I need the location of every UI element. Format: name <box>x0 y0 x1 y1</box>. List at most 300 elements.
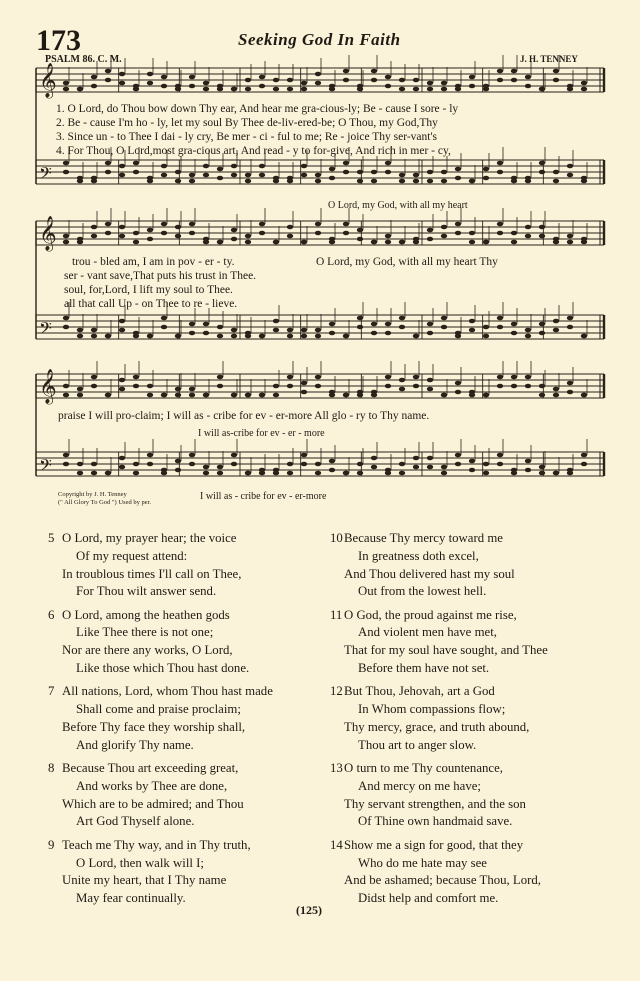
note-head <box>105 222 111 227</box>
note-head <box>385 471 391 476</box>
note-head <box>441 225 447 230</box>
note-head <box>511 231 517 236</box>
note-head <box>455 87 461 92</box>
stanza-line <box>330 607 548 625</box>
note-head <box>385 331 391 336</box>
stanza-text: Thou art to anger slow. <box>358 737 477 752</box>
note-head <box>63 453 69 458</box>
note-head <box>427 170 433 175</box>
note-head <box>63 81 69 86</box>
note-head <box>175 393 181 398</box>
note-head <box>497 384 503 389</box>
note-head <box>273 471 279 476</box>
note-head <box>91 179 97 184</box>
stanza-line <box>48 566 273 584</box>
note-head <box>147 334 153 339</box>
note-head <box>385 240 391 245</box>
verse-4-line: 4. For Thou, O Lord,most gra-cious art, And read - y to for-give, And rich in mer - cy, <box>56 145 451 157</box>
note-head <box>287 471 293 476</box>
note-head <box>539 471 545 476</box>
note-head <box>119 456 125 461</box>
stanza-7 <box>48 683 273 754</box>
stanza-text: Who do me hate may see <box>358 855 487 870</box>
note-head <box>133 240 139 245</box>
stanza-text: And works by Thee are done, <box>76 778 228 793</box>
note-head <box>413 240 419 245</box>
stanza-line <box>48 683 273 701</box>
note-head <box>567 325 573 330</box>
treble-clef-icon: 𝄞 <box>39 216 57 251</box>
note-head <box>301 328 307 333</box>
stanza-line <box>330 855 548 873</box>
stanza-line <box>330 701 548 719</box>
note-head <box>567 381 573 386</box>
note-head <box>231 328 237 333</box>
note-head <box>343 393 349 398</box>
note-head <box>399 316 405 321</box>
note-head <box>469 231 475 236</box>
note-head <box>119 234 125 239</box>
stanza-number: 9 <box>48 837 55 852</box>
note-head <box>357 228 363 233</box>
stanza-text: Of my request attend: <box>76 548 188 563</box>
stanza-line <box>48 548 273 566</box>
note-head <box>553 471 559 476</box>
note-head <box>77 393 83 398</box>
note-head <box>133 334 139 339</box>
note-head <box>371 393 377 398</box>
note-head <box>105 334 111 339</box>
stanza-text: Teach me Thy way, and in Thy truth, <box>62 837 251 852</box>
note-head <box>497 462 503 467</box>
stanza-line <box>48 701 273 719</box>
stanza-text: And Thou delivered hast my soul <box>344 566 515 581</box>
stanza-text: Thy mercy, grace, and truth abound, <box>344 719 530 734</box>
stanza-text: And be ashamed; because Thou, Lord, <box>344 873 541 888</box>
note-head <box>581 453 587 458</box>
stanza-line <box>48 855 273 873</box>
note-head <box>119 465 125 470</box>
note-head <box>203 81 209 86</box>
note-head <box>385 161 391 166</box>
note-head <box>427 228 433 233</box>
note-head <box>161 471 167 476</box>
stanza-number: 11 <box>330 607 343 622</box>
note-head <box>287 462 293 467</box>
note-head <box>119 81 125 86</box>
note-head <box>539 234 545 239</box>
note-head <box>301 334 307 339</box>
note-head <box>77 387 83 392</box>
note-head <box>161 231 167 236</box>
note-head <box>497 453 503 458</box>
note-head <box>343 471 349 476</box>
stanza-text: All nations, Lord, whom Thou hast made <box>62 684 273 699</box>
note-head <box>539 161 545 166</box>
stanza-text: May fear continually. <box>76 891 186 906</box>
note-head <box>469 468 475 473</box>
note-head <box>371 456 377 461</box>
stanza-text: Shall come and praise proclaim; <box>76 702 241 717</box>
note-head <box>273 384 279 389</box>
note-head <box>119 164 125 169</box>
note-head <box>441 81 447 86</box>
note-head <box>147 237 153 242</box>
note-head <box>91 384 97 389</box>
note-head <box>147 453 153 458</box>
note-head <box>385 234 391 239</box>
note-head <box>105 69 111 74</box>
note-head <box>455 381 461 386</box>
note-head <box>203 87 209 92</box>
note-head <box>63 170 69 175</box>
note-head <box>287 328 293 333</box>
stanza-text: Before them have not set. <box>358 661 490 676</box>
note-head <box>245 234 251 239</box>
verse-4-line-row2: all that call Up - on Thee to re - lieve. <box>64 298 238 310</box>
note-head <box>189 331 195 336</box>
note-head <box>77 179 83 184</box>
note-head <box>217 471 223 476</box>
note-head <box>189 453 195 458</box>
note-head <box>497 161 503 166</box>
note-head <box>511 384 517 389</box>
copyright-line: (" All Glory To God ") Used by per. <box>58 499 152 506</box>
stanza-line <box>48 624 273 642</box>
note-head <box>77 328 83 333</box>
note-head <box>441 393 447 398</box>
note-head <box>413 173 419 178</box>
note-head <box>259 84 265 89</box>
note-head <box>133 462 139 467</box>
stanza-text: Art God Thyself alone. <box>76 814 195 829</box>
note-head <box>273 328 279 333</box>
note-head <box>203 164 209 169</box>
copyright-line: Copyright by J. H. Tenney <box>58 491 127 498</box>
stanza-text: In greatness doth excel, <box>358 548 479 563</box>
note-head <box>357 393 363 398</box>
note-head <box>455 176 461 181</box>
note-head <box>469 75 475 80</box>
note-head <box>315 328 321 333</box>
note-head <box>525 334 531 339</box>
note-head <box>245 78 251 83</box>
note-head <box>245 334 251 339</box>
note-head <box>413 179 419 184</box>
note-head <box>567 240 573 245</box>
note-head <box>539 393 545 398</box>
note-head <box>385 384 391 389</box>
note-head <box>217 375 223 380</box>
stanzas-right-column <box>330 530 548 913</box>
note-head <box>161 84 167 89</box>
note-head <box>469 84 475 89</box>
note-head <box>483 167 489 172</box>
note-head <box>273 393 279 398</box>
meter-label: PSALM 86. C. M. <box>45 54 122 65</box>
note-head <box>469 179 475 184</box>
note-head <box>189 393 195 398</box>
note-head <box>259 231 265 236</box>
note-head <box>189 222 195 227</box>
note-head <box>63 393 69 398</box>
note-head <box>343 170 349 175</box>
note-head <box>231 87 237 92</box>
stanza-line <box>48 813 273 831</box>
note-head <box>91 328 97 333</box>
note-head <box>147 72 153 77</box>
note-head <box>217 334 223 339</box>
note-head <box>77 87 83 92</box>
note-head <box>343 78 349 83</box>
note-head <box>329 240 335 245</box>
note-head <box>315 471 321 476</box>
verse-1-line: 1. O Lord, do Thou bow down Thy ear, And hear me gra-cious-ly; Be - cause I sore - ly <box>56 103 459 115</box>
note-head <box>63 240 69 245</box>
note-head <box>343 222 349 227</box>
note-head <box>301 173 307 178</box>
bass-clef-icon: 𝄢 <box>39 163 52 187</box>
note-head <box>399 471 405 476</box>
stanza-text: For Thou wilt answer send. <box>76 584 217 599</box>
note-head <box>161 325 167 330</box>
note-head <box>441 234 447 239</box>
note-head <box>371 240 377 245</box>
note-head <box>553 78 559 83</box>
note-head <box>427 81 433 86</box>
note-head <box>413 334 419 339</box>
note-head <box>133 170 139 175</box>
stanza-text: Which are to be admired; and Thou <box>62 796 244 811</box>
note-head <box>511 78 517 83</box>
bass-lyric-row3: I will as - cribe for ev - er-more <box>200 491 327 502</box>
note-head <box>497 316 503 321</box>
note-head <box>175 87 181 92</box>
note-head <box>259 222 265 227</box>
alto-lyric-row2: O Lord, my God, with all my heart <box>328 200 468 211</box>
note-head <box>147 462 153 467</box>
stanza-number: 5 <box>48 531 55 545</box>
treble-clef-icon: 𝄞 <box>39 63 57 98</box>
note-head <box>301 87 307 92</box>
stanza-text: Like those which Thou hast done. <box>76 661 250 676</box>
stanza-line <box>48 530 273 548</box>
note-head <box>567 471 573 476</box>
note-head <box>231 173 237 178</box>
note-head <box>385 170 391 175</box>
note-head <box>525 234 531 239</box>
stanza-5 <box>48 530 273 601</box>
note-head <box>231 334 237 339</box>
note-head <box>203 471 209 476</box>
note-head <box>301 381 307 386</box>
note-head <box>161 75 167 80</box>
stanza-text: In Whom compassions flow; <box>358 702 506 717</box>
note-head <box>455 167 461 172</box>
stanza-number: 7 <box>48 684 55 699</box>
note-head <box>287 78 293 83</box>
stanza-line <box>330 660 548 678</box>
note-head <box>105 78 111 83</box>
note-head <box>385 375 391 380</box>
note-head <box>497 231 503 236</box>
note-head <box>511 375 517 380</box>
stanza-text: Out from the lowest hell. <box>358 584 487 599</box>
note-head <box>231 237 237 242</box>
note-head <box>413 87 419 92</box>
stanza-text: But Thou, Jehovah, art a God <box>344 684 495 699</box>
stanza-line <box>330 719 548 737</box>
note-head <box>77 334 83 339</box>
note-head <box>427 322 433 327</box>
stanza-9 <box>48 837 273 908</box>
note-head <box>525 84 531 89</box>
note-head <box>441 316 447 321</box>
stanza-line <box>48 890 273 908</box>
treble-clef-icon: 𝄞 <box>39 369 57 404</box>
note-head <box>511 240 517 245</box>
stanza-14 <box>330 837 548 908</box>
verse-2-line: 2. Be - cause I'm ho - ly, let my soul By Thee de-liv-ered-be; O Thou, my God,Thy <box>56 117 438 129</box>
note-head <box>287 384 293 389</box>
note-head <box>91 471 97 476</box>
stanza-6 <box>48 607 273 678</box>
stanza-line <box>330 530 548 548</box>
note-head <box>539 225 545 230</box>
note-head <box>455 453 461 458</box>
note-head <box>385 84 391 89</box>
note-head <box>175 179 181 184</box>
stanza-text: Show me a sign for good, that they <box>344 837 524 852</box>
note-head <box>217 384 223 389</box>
note-head <box>217 325 223 330</box>
note-head <box>329 87 335 92</box>
stanza-number: 13 <box>330 761 343 776</box>
stanza-text: Because Thou art exceeding great, <box>62 761 239 776</box>
note-head <box>581 179 587 184</box>
note-head <box>63 87 69 92</box>
note-head <box>189 173 195 178</box>
note-head <box>427 387 433 392</box>
note-head <box>301 453 307 458</box>
note-head <box>119 387 125 392</box>
stanza-text: Nor are there any works, O Lord, <box>62 643 233 658</box>
stanza-line <box>330 583 548 601</box>
stanza-line <box>48 837 273 855</box>
note-head <box>553 179 559 184</box>
stanza-number: 14 <box>330 837 343 852</box>
note-head <box>427 179 433 184</box>
note-head <box>343 334 349 339</box>
stanza-text: And mercy on me have; <box>358 778 481 793</box>
stanza-line <box>330 566 548 584</box>
note-head <box>133 471 139 476</box>
note-head <box>581 87 587 92</box>
note-head <box>77 240 83 245</box>
verse-3-line: 3. Since un - to Thee I dai - ly cry, Be mer - ci - ful to me; Re - joice Thy ser-vant's <box>56 131 438 143</box>
note-head <box>399 78 405 83</box>
note-head <box>231 453 237 458</box>
note-head <box>315 179 321 184</box>
stanza-number: 12 <box>330 684 343 699</box>
note-head <box>91 375 97 380</box>
note-head <box>343 231 349 236</box>
note-head <box>497 78 503 83</box>
note-head <box>245 471 251 476</box>
note-head <box>315 222 321 227</box>
note-head <box>497 69 503 74</box>
note-head <box>427 331 433 336</box>
stanza-line <box>330 813 548 831</box>
verse-1-line-row2: trou - bled am, I am in pov - er - ty. <box>72 256 235 268</box>
stanza-line <box>330 548 548 566</box>
note-head <box>119 319 125 324</box>
note-head <box>399 378 405 383</box>
note-head <box>483 325 489 330</box>
note-head <box>357 325 363 330</box>
note-head <box>147 228 153 233</box>
note-head <box>357 179 363 184</box>
stanza-number: 10 <box>330 531 343 545</box>
note-head <box>427 378 433 383</box>
note-head <box>455 222 461 227</box>
note-head <box>357 237 363 242</box>
note-head <box>455 231 461 236</box>
note-head <box>441 87 447 92</box>
note-head <box>217 240 223 245</box>
stanza-line <box>330 683 548 701</box>
note-head <box>63 234 69 239</box>
note-head <box>385 322 391 327</box>
note-head <box>455 462 461 467</box>
note-head <box>525 225 531 230</box>
note-head <box>469 240 475 245</box>
stanza-12 <box>330 683 548 754</box>
note-head <box>581 462 587 467</box>
note-head <box>539 384 545 389</box>
note-head <box>203 173 209 178</box>
note-head <box>329 176 335 181</box>
note-head <box>483 334 489 339</box>
note-head <box>287 334 293 339</box>
stanza-line <box>48 737 273 755</box>
note-head <box>217 167 223 172</box>
note-head <box>245 87 251 92</box>
note-head <box>525 75 531 80</box>
note-head <box>245 179 251 184</box>
note-head <box>413 384 419 389</box>
note-head <box>483 462 489 467</box>
note-head <box>147 81 153 86</box>
note-head <box>511 69 517 74</box>
note-head <box>273 87 279 92</box>
note-head <box>399 179 405 184</box>
note-head <box>231 393 237 398</box>
note-head <box>343 69 349 74</box>
note-head <box>483 240 489 245</box>
note-head <box>483 87 489 92</box>
stanza-text: O turn to me Thy countenance, <box>344 761 503 776</box>
note-head <box>553 170 559 175</box>
stanza-text: O Lord, my prayer hear; the voice <box>62 531 237 545</box>
note-head <box>301 240 307 245</box>
note-head <box>427 456 433 461</box>
note-head <box>189 231 195 236</box>
note-head <box>567 87 573 92</box>
note-head <box>161 173 167 178</box>
note-head <box>301 164 307 169</box>
note-head <box>287 375 293 380</box>
